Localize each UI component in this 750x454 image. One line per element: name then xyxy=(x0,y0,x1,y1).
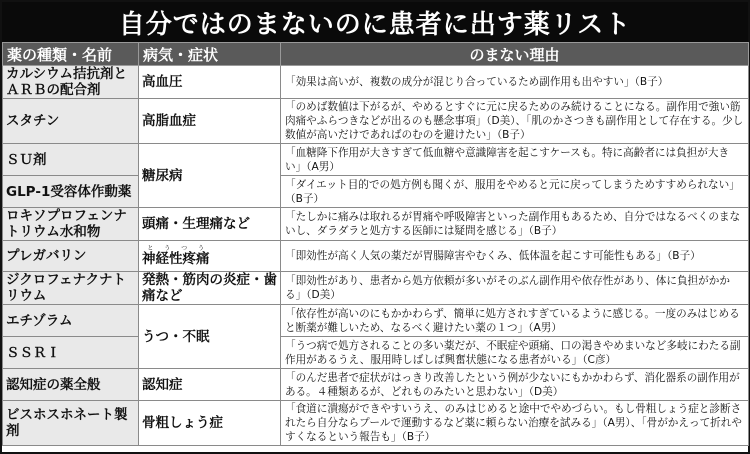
reason-text: 「たしかに痛みは取れるが胃痛や呼吸障害といった副作用もあるため、自分ではなるべくのまないし、ダラダラと処方する医師には疑問を感じる」（B子） xyxy=(281,208,749,241)
header-disease: 病気・症状 xyxy=(139,43,281,66)
drug-name: スタチン xyxy=(3,99,139,144)
drug-name: ビスホスホネート製剤 xyxy=(3,401,139,446)
disease-name-text: 神経性疼痛 xyxy=(142,251,210,267)
table-row xyxy=(3,401,749,446)
header-reason: のまない理由 xyxy=(281,43,749,66)
table-row xyxy=(3,369,749,401)
reason-text: 「即効性があり、患者から処方依頼が多いがそのぶん副作用や依存性があり、体に負担がかかる」（D美） xyxy=(281,272,749,305)
disease-name: 頭痛・生理痛など xyxy=(139,208,281,241)
table-row xyxy=(3,144,749,176)
table-row xyxy=(3,337,749,369)
drug-name: プレガバリン xyxy=(3,241,139,272)
drug-name: ジクロフェナクナトリウム xyxy=(3,272,139,305)
drug-name: ロキソプロフェンナトリウム水和物 xyxy=(3,208,139,241)
drug-name: 認知症の薬全般 xyxy=(3,369,139,401)
disease-name: 高脂血症 xyxy=(139,99,281,144)
reason-text: 「ダイエット目的での処方例も聞くが、服用をやめると元に戻ってしまうためすすめられない」（B子） xyxy=(281,176,749,208)
drug-name: ＳＳＲＩ xyxy=(3,337,139,369)
table-row xyxy=(3,272,749,305)
reason-text: 「うつ病で処方されることの多い薬だが、不眠症や頭痛、口の渇きやめまいなど多岐にわたる副作用があるうえ、服用時しばしば興奮状態になる患者がいる」（C彦） xyxy=(281,337,749,369)
page-title: 自分ではのまないのに患者に出す薬リスト xyxy=(2,2,748,42)
table-row xyxy=(3,208,749,241)
disease-name: うつ・不眠 xyxy=(139,305,281,369)
disease-name: 糖尿病 xyxy=(139,144,281,208)
table-row xyxy=(3,305,749,337)
disease-name: 骨粗しょう症 xyxy=(139,401,281,446)
table-header-row xyxy=(3,43,749,66)
reason-text: 「効果は高いが、複数の成分が混じり合っているため副作用も出やすい」（B子） xyxy=(281,66,749,99)
table-row xyxy=(3,66,749,99)
medicine-table xyxy=(2,42,749,446)
table-row xyxy=(3,99,749,144)
reason-text: 「のめば数値は下がるが、やめるとすぐに元に戻るためのみ続けることになる。副作用で強い筋肉痛やふらつきなどが出るのも懸念事項」（D美）、「肌のかさつきも副作用として存在する。少し数値が高いだけであればのむのを避けたい」（B子） xyxy=(281,99,749,144)
disease-name: 高血圧 xyxy=(139,66,281,99)
drug-name: GLP-1受容体作動薬 xyxy=(3,176,139,208)
reason-text: 「血糖降下作用が大きすぎて低血糖や意識障害を起こすケースも。特に高齢者には負担が大きい」（A男） xyxy=(281,144,749,176)
drug-name: ＳＵ剤 xyxy=(3,144,139,176)
drug-name: カルシウム拮抗剤とＡＲＢの配合剤 xyxy=(3,66,139,99)
disease-name: 発熱・筋肉の炎症・歯痛など xyxy=(139,272,281,305)
ruby-reading: とうつう xyxy=(142,245,210,252)
table-row xyxy=(3,176,749,208)
reason-text: 「のんだ患者で症状がはっきり改善したという例が少ないにもかかわらず、消化器系の副作用がある。４種類あるが、どれものみたいと思わない」（D美） xyxy=(281,369,749,401)
reason-text: 「食道に潰瘍ができやすいうえ、のみはじめると途中でやめづらい。もし骨粗しょう症と診断されたら自分ならプールで運動するなど薬に頼らない治療を試みる」（A男）、「骨がかえって折れやすくなるという報告も」（B子） xyxy=(281,401,749,446)
drug-name: エチゾラム xyxy=(3,305,139,337)
header-drug: 薬の種類・名前 xyxy=(3,43,139,66)
disease-name: 認知症 xyxy=(139,369,281,401)
disease-name-with-ruby xyxy=(142,245,210,267)
table-row xyxy=(3,241,749,272)
reason-text: 「即効性が高く人気の薬だが胃腸障害やむくみ、低体温を起こす可能性もある」（B子） xyxy=(281,241,749,272)
reason-text: 「依存性が高いのにもかかわらず、簡単に処方されすぎているように感じる。一度のみはじめると断薬が難しいため、なるべく避けたい薬の１つ」（A男） xyxy=(281,305,749,337)
disease-name xyxy=(139,241,281,272)
